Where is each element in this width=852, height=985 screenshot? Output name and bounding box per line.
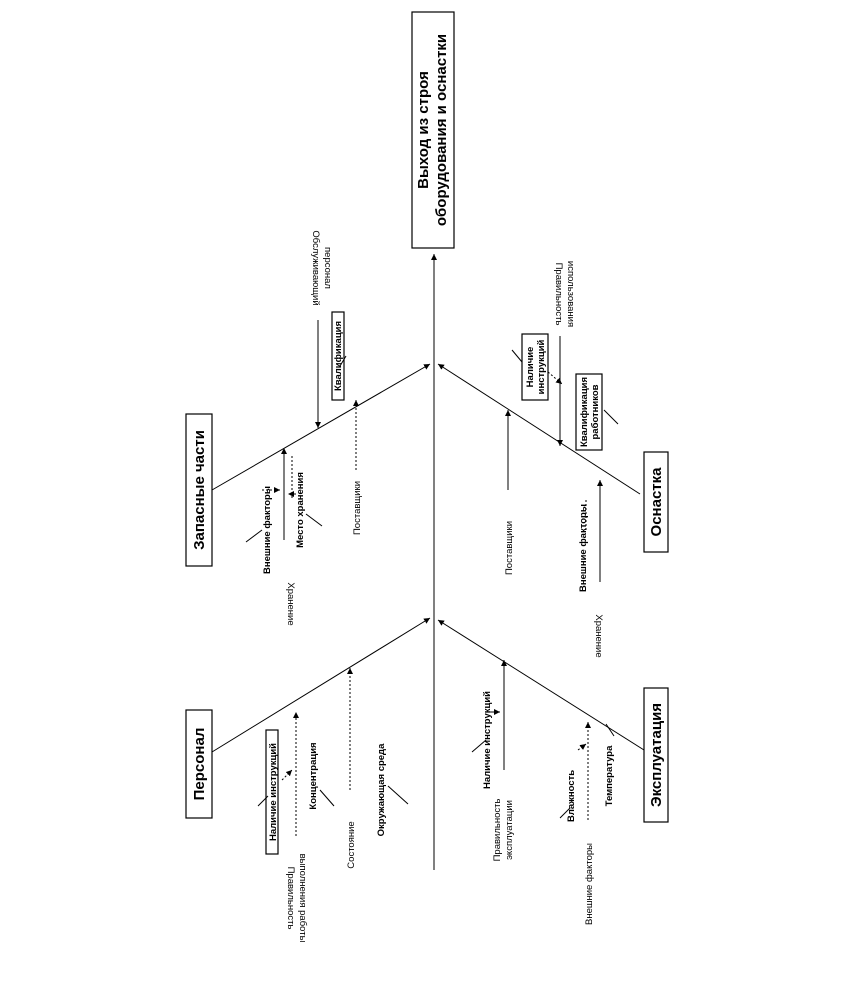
- cause-correct-op-2: эксплуатации: [504, 800, 515, 860]
- cause-suppliers-sp: Поставщики: [352, 480, 363, 536]
- cause-concentration: Концентрация: [308, 742, 319, 810]
- arrow-instructions-pers: [282, 770, 292, 780]
- cause-external-factors-sp: Внешние факторы: [262, 486, 273, 574]
- cause-suppliers-tool: Поставщики: [504, 520, 515, 576]
- cause-instructions-tool-2: инструкций: [536, 339, 547, 395]
- cause-instructions-tool-1: Наличие: [525, 346, 536, 388]
- tick-storage-place: [306, 514, 322, 526]
- cause-storage-sp: Хранение: [285, 582, 296, 626]
- bone-personnel: [212, 618, 430, 752]
- cause-environment: Окружающая среда: [376, 743, 387, 837]
- cause-storage-tool: Хранение: [593, 614, 604, 658]
- category-operation-label: Эксплуатация: [648, 702, 665, 808]
- cause-correct-op-1: Правильность: [492, 798, 503, 862]
- category-operation: [644, 688, 668, 822]
- cause-service-staff-1: Обслуживающий: [310, 230, 321, 306]
- cause-instructions-op: Наличие инструкций: [482, 690, 493, 790]
- bone-operation: [438, 620, 644, 750]
- cause-temperature: Температура: [604, 745, 615, 807]
- category-tooling: [644, 452, 668, 552]
- cause-qualification-workers-1: Квалификация: [579, 376, 590, 448]
- tick-concentration: [320, 790, 334, 806]
- cause-instructions-pers: Наличие инструкций: [268, 742, 279, 842]
- category-personnel-label: Персонал: [191, 727, 208, 801]
- cause-external-factors-op: Внешние факторы: [584, 843, 595, 925]
- category-spare-parts: [186, 414, 212, 566]
- category-personnel: [186, 710, 212, 818]
- effect-title-line1: Выход из строя: [415, 71, 432, 189]
- cause-qualification: Квалификация: [333, 320, 344, 392]
- cause-correct-use-1: Правильность: [553, 262, 564, 326]
- tick-external-sp: [246, 530, 262, 542]
- cause-qualification-workers-2: работников: [590, 384, 601, 440]
- category-tooling-label: Оснастка: [648, 467, 665, 537]
- tick-environment: [388, 786, 408, 804]
- tick-instructions-tool: [512, 350, 522, 362]
- cause-external-factors-tool: Внешние факторы: [578, 504, 589, 592]
- effect-box: [412, 12, 454, 248]
- cause-correct-work-1: Правильность: [285, 866, 296, 930]
- category-spare-parts-label: Запасные части: [191, 430, 208, 550]
- arrow-humidity: [578, 744, 586, 750]
- cause-humidity: Влажность: [566, 769, 577, 823]
- cause-service-staff-2: персонал: [322, 247, 333, 289]
- cause-correct-work-2: выполнения работы: [297, 853, 308, 943]
- tick-qualification-workers: [604, 410, 618, 424]
- effect-title-line2: оборудования и оснастки: [433, 33, 450, 227]
- cause-condition: Состояние: [346, 821, 357, 869]
- cause-storage-place: Место хранения: [295, 472, 306, 548]
- cause-correct-use-2: использования: [565, 260, 576, 328]
- bone-spare-parts: [212, 364, 430, 490]
